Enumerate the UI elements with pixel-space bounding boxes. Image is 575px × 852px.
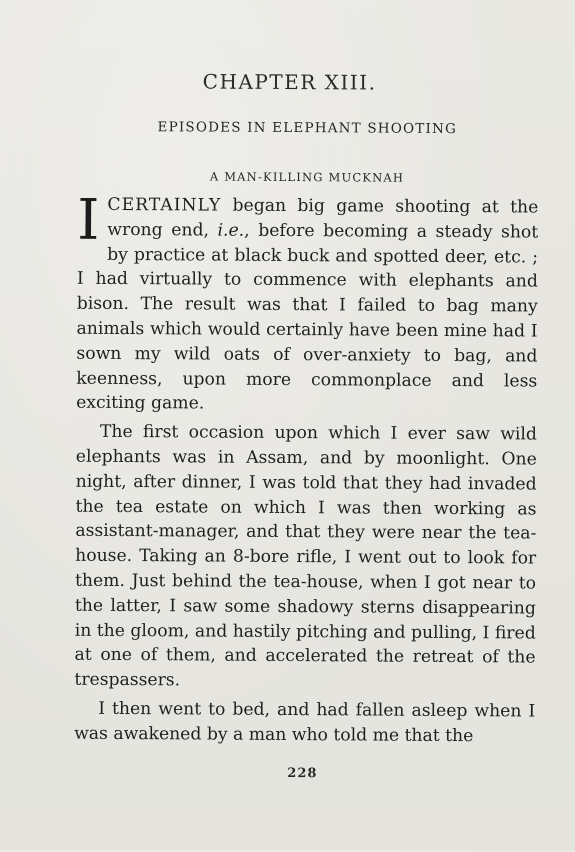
paragraph-1-text-a: began big game shooting at the wrong end,	[107, 195, 539, 241]
paragraph-2: The first occasion upon which I ever saw wild elephants was in Assam, and by moonlight. One night, after dinner, I was told that they had invaded the tea estate on which I was then working as assistant-manager, and that they were near the tea-house. Taking an 8-bore rifle, I went out to look for them. Just behind the tea-house, when I got near to the latter, I saw some shadowy sterns disappearing in the gloom, and hastily pitching and pulling, I fired at one of them, and accelerated the retreat of the trespassers.	[74, 422, 538, 691]
paragraph-3: I then went to bed, and had fallen asleep when I was awakened by a man who told me that the	[74, 698, 536, 746]
section-heading: EPISODES IN ELEPHANT SHOOTING	[157, 119, 458, 138]
italic-abbreviation: i.e.	[217, 220, 245, 241]
page-number: 228	[287, 766, 318, 782]
body-text	[74, 187, 539, 753]
subsection-heading: A MAN-KILLING MUCKNAH	[209, 169, 405, 185]
paragraph-1	[76, 187, 539, 419]
chapter-heading: CHAPTER XIII.	[202, 69, 377, 95]
drop-cap: I	[77, 187, 100, 253]
paragraph-1-text-b: , before becoming a steady shot by practice at black buck and spotted deer, etc. ; I had virtually to commence with elephants and bison. The result was that I failed to bag many animals which would certainly have been mine had I sown my wild oats of over-anxiety to bag, and keenness, upon more commonplace and less exciting game.	[76, 220, 539, 414]
opening-word: CERTAINLY	[107, 194, 222, 216]
